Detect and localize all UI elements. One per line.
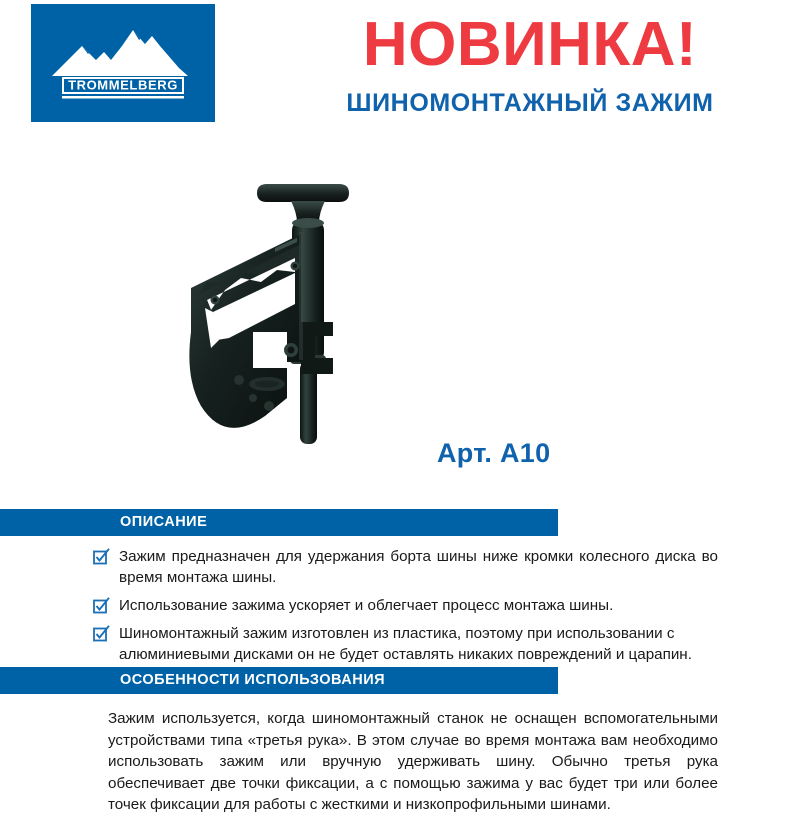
- headline-product-type: ШИНОМОНТАЖНЫЙ ЗАЖИМ: [346, 89, 714, 117]
- checkbox-checked-icon: [93, 548, 110, 565]
- checkbox-checked-icon: [93, 625, 110, 642]
- section-header-description: [0, 509, 558, 536]
- list-item-text: Шиномонтажный зажим изготовлен из пластика, поэтому при использовании с алюминиевыми дисками он не будет оставлять никаких повреждений и царапин.: [119, 625, 692, 663]
- section-header-usage: [0, 667, 558, 694]
- list-item: [93, 623, 718, 665]
- svg-text:TROMMELBERG: TROMMELBERG: [68, 77, 178, 93]
- page-header: [0, 0, 790, 140]
- headline-novinka: НОВИНКА!: [362, 10, 698, 79]
- list-item: [93, 546, 718, 588]
- article-number: Арт. А10: [437, 438, 551, 468]
- section-title-usage: ОСОБЕННОСТИ ИСПОЛЬЗОВАНИЯ: [120, 672, 386, 688]
- trommelberg-mountain-logo-icon: [48, 24, 198, 102]
- checkbox-checked-icon: [93, 597, 110, 614]
- list-item-text: Использование зажима ускоряет и облегчает процесс монтажа шины.: [119, 597, 614, 614]
- usage-paragraph-text: Зажим используется, когда шиномонтажный станок не оснащен вспомогательными устройствами типа «третья рука». В этом случае во время монтажа вам необходимо использовать зажим или вручную удерживать шину. Обычно третья рука обеспечивает две точки фиксации, а с помощью зажима у вас будет три или более точек фиксации для работы с жесткими и низкопрофильными шинами.: [108, 710, 718, 813]
- list-item-text: Зажим предназначен для удержания борта шины ниже кромки колесного диска во время монтажа шины.: [119, 548, 718, 586]
- tire-clamp-product-image: [183, 172, 453, 447]
- list-item: [93, 595, 718, 616]
- brand-logo: [31, 4, 215, 122]
- description-bullet-list: [93, 546, 718, 672]
- product-showcase: [0, 150, 790, 490]
- headline-block: [300, 10, 760, 117]
- section-title-description: ОПИСАНИЕ: [120, 514, 208, 530]
